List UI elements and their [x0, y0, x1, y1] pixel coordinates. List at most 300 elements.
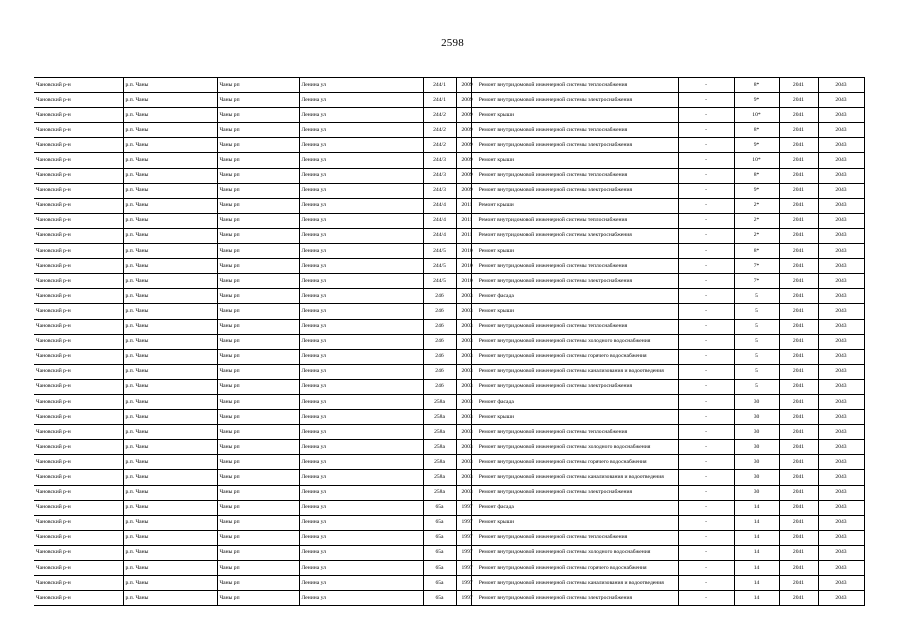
floors-cell: 8* [734, 123, 779, 138]
street-cell: Ленина ул [299, 334, 423, 349]
district-cell: Чановский р-н [34, 500, 123, 515]
street-cell: Ленина ул [299, 168, 423, 183]
street-cell: Ленина ул [299, 455, 423, 470]
house-number-cell: 258а [423, 470, 456, 485]
district-cell: Чановский р-н [34, 228, 123, 243]
period-end-cell: 2043 [818, 470, 864, 485]
table-row [34, 515, 864, 530]
settlement-cell: р.п. Чаны [123, 123, 217, 138]
period-start-cell: 2041 [779, 274, 818, 289]
table-row [34, 168, 864, 183]
period-start-cell: 2041 [779, 485, 818, 500]
period-start-cell: 2041 [779, 561, 818, 576]
house-number-cell: 246 [423, 334, 456, 349]
commissioning-year: 1997 [461, 549, 473, 556]
settlement-cell: р.п. Чаны [123, 244, 217, 259]
commissioning-year: 2003 [461, 458, 473, 465]
house-number-cell: 65а [423, 530, 456, 545]
dash-cell: - [678, 259, 734, 274]
period-start-cell: 2041 [779, 153, 818, 168]
locality-cell: Чаны рп [217, 470, 299, 485]
work-type-cell [461, 349, 678, 364]
commissioning-year: 2009 [461, 187, 473, 194]
period-start-cell: 2041 [779, 576, 818, 591]
street-cell: Ленина ул [299, 244, 423, 259]
work-type: Ремонт внутридомовой инженерной системы горячего водоснабжения [478, 458, 647, 465]
settlement-cell: р.п. Чаны [123, 289, 217, 304]
settlement-cell: р.п. Чаны [123, 349, 217, 364]
period-end-cell: 2043 [818, 410, 864, 425]
district-cell: Чановский р-н [34, 485, 123, 500]
commissioning-year: 2009 [461, 126, 473, 133]
settlement-cell: р.п. Чаны [123, 304, 217, 319]
period-start-cell: 2041 [779, 440, 818, 455]
table-row [34, 379, 864, 394]
work-type-cell [461, 379, 678, 394]
period-end-cell: 2043 [818, 440, 864, 455]
work-type: Ремонт фасада [478, 398, 514, 405]
period-start-cell: 2041 [779, 410, 818, 425]
floors-cell: 30 [734, 425, 779, 440]
street-cell: Ленина ул [299, 228, 423, 243]
work-type-cell [461, 515, 678, 530]
work-type: Ремонт внутридомовой инженерной системы электроснабжения [478, 187, 633, 194]
commissioning-year: 2003 [461, 292, 473, 299]
work-type: Ремонт крыши [478, 111, 514, 118]
street-cell: Ленина ул [299, 394, 423, 409]
locality-cell: Чаны рп [217, 561, 299, 576]
dash-cell: - [678, 304, 734, 319]
locality-cell: Чаны рп [217, 349, 299, 364]
commissioning-year: 2003 [461, 428, 473, 435]
commissioning-year: 2009 [461, 96, 473, 103]
house-number-cell: 246 [423, 349, 456, 364]
locality-cell: Чаны рп [217, 183, 299, 198]
settlement-cell: р.п. Чаны [123, 228, 217, 243]
dash-cell: - [678, 470, 734, 485]
street-cell: Ленина ул [299, 289, 423, 304]
district-cell: Чановский р-н [34, 470, 123, 485]
work-type-cell [461, 576, 678, 591]
district-cell: Чановский р-н [34, 334, 123, 349]
period-end-cell: 2043 [818, 530, 864, 545]
floors-cell: 30 [734, 470, 779, 485]
district-cell: Чановский р-н [34, 455, 123, 470]
settlement-cell: р.п. Чаны [123, 410, 217, 425]
work-type-cell [461, 244, 678, 259]
dash-cell: - [678, 591, 734, 606]
work-type-cell [461, 561, 678, 576]
floors-cell: 2* [734, 213, 779, 228]
house-number-cell: 244/5 [423, 259, 456, 274]
floors-cell: 8* [734, 168, 779, 183]
table-row [34, 304, 864, 319]
table-row [34, 259, 864, 274]
district-cell: Чановский р-н [34, 304, 123, 319]
table-row [34, 591, 864, 606]
locality-cell: Чаны рп [217, 319, 299, 334]
settlement-cell: р.п. Чаны [123, 198, 217, 213]
locality-cell: Чаны рп [217, 228, 299, 243]
district-cell: Чановский р-н [34, 274, 123, 289]
period-end-cell: 2043 [818, 213, 864, 228]
locality-cell: Чаны рп [217, 123, 299, 138]
work-type-cell [461, 394, 678, 409]
period-start-cell: 2041 [779, 138, 818, 153]
work-type: Ремонт внутридомовой инженерной системы электроснабжения [478, 594, 633, 601]
commissioning-year: 1997 [461, 534, 473, 541]
street-cell: Ленина ул [299, 274, 423, 289]
street-cell: Ленина ул [299, 349, 423, 364]
floors-cell: 9* [734, 183, 779, 198]
settlement-cell: р.п. Чаны [123, 470, 217, 485]
street-cell: Ленина ул [299, 198, 423, 213]
settlement-cell: р.п. Чаны [123, 334, 217, 349]
house-number-cell: 244/3 [423, 168, 456, 183]
work-type-cell [461, 591, 678, 606]
commissioning-year: 2009 [461, 111, 473, 118]
settlement-cell: р.п. Чаны [123, 394, 217, 409]
district-cell: Чановский р-н [34, 515, 123, 530]
street-cell: Ленина ул [299, 500, 423, 515]
table-row [34, 530, 864, 545]
locality-cell: Чаны рп [217, 259, 299, 274]
street-cell: Ленина ул [299, 561, 423, 576]
locality-cell: Чаны рп [217, 591, 299, 606]
district-cell: Чановский р-н [34, 78, 123, 93]
settlement-cell: р.п. Чаны [123, 274, 217, 289]
work-type-cell [461, 334, 678, 349]
work-type-cell [461, 138, 678, 153]
commissioning-year: 2003 [461, 443, 473, 450]
floors-cell: 14 [734, 515, 779, 530]
period-start-cell: 2041 [779, 198, 818, 213]
commissioning-year: 1997 [461, 594, 473, 601]
street-cell: Ленина ул [299, 108, 423, 123]
commissioning-year: 2009 [461, 157, 473, 164]
period-end-cell: 2043 [818, 244, 864, 259]
dash-cell: - [678, 561, 734, 576]
period-start-cell: 2041 [779, 455, 818, 470]
dash-cell: - [678, 545, 734, 560]
locality-cell: Чаны рп [217, 500, 299, 515]
locality-cell: Чаны рп [217, 485, 299, 500]
house-number-cell: 246 [423, 304, 456, 319]
floors-cell: 9* [734, 93, 779, 108]
settlement-cell: р.п. Чаны [123, 168, 217, 183]
floors-cell: 30 [734, 440, 779, 455]
table-row [34, 334, 864, 349]
work-type: Ремонт внутридомовой инженерной системы электроснабжения [478, 232, 632, 239]
floors-cell: 14 [734, 576, 779, 591]
street-cell: Ленина ул [299, 93, 423, 108]
settlement-cell: р.п. Чаны [123, 364, 217, 379]
locality-cell: Чаны рп [217, 530, 299, 545]
table-row [34, 123, 864, 138]
capital-repair-table [34, 77, 865, 606]
period-end-cell: 2043 [818, 304, 864, 319]
work-type-cell [461, 500, 678, 515]
locality-cell: Чаны рп [217, 394, 299, 409]
period-end-cell: 2043 [818, 93, 864, 108]
house-number-cell: 244/5 [423, 244, 456, 259]
floors-cell: 5 [734, 319, 779, 334]
floors-cell: 5 [734, 289, 779, 304]
district-cell: Чановский р-н [34, 213, 123, 228]
period-start-cell: 2041 [779, 259, 818, 274]
district-cell: Чановский р-н [34, 394, 123, 409]
dash-cell: - [678, 500, 734, 515]
district-cell: Чановский р-н [34, 168, 123, 183]
period-end-cell: 2043 [818, 108, 864, 123]
district-cell: Чановский р-н [34, 349, 123, 364]
street-cell: Ленина ул [299, 259, 423, 274]
dash-cell: - [678, 349, 734, 364]
house-number-cell: 246 [423, 364, 456, 379]
locality-cell: Чаны рп [217, 515, 299, 530]
locality-cell: Чаны рп [217, 138, 299, 153]
street-cell: Ленина ул [299, 470, 423, 485]
locality-cell: Чаны рп [217, 244, 299, 259]
locality-cell: Чаны рп [217, 410, 299, 425]
street-cell: Ленина ул [299, 545, 423, 560]
district-cell: Чановский р-н [34, 530, 123, 545]
work-type: Ремонт крыши [478, 157, 514, 164]
dash-cell: - [678, 515, 734, 530]
commissioning-year: 2011 [461, 217, 473, 224]
work-type: Ремонт внутридомовой инженерной системы теплоснабжения [478, 262, 628, 269]
commissioning-year: 2003 [461, 338, 473, 345]
district-cell: Чановский р-н [34, 123, 123, 138]
street-cell: Ленина ул [299, 425, 423, 440]
work-type-cell [461, 123, 678, 138]
locality-cell: Чаны рп [217, 168, 299, 183]
period-start-cell: 2041 [779, 228, 818, 243]
table-row [34, 364, 864, 379]
house-number-cell: 258а [423, 440, 456, 455]
floors-cell: 5 [734, 379, 779, 394]
settlement-cell: р.п. Чаны [123, 576, 217, 591]
dash-cell: - [678, 138, 734, 153]
district-cell: Чановский р-н [34, 576, 123, 591]
settlement-cell: р.п. Чаны [123, 319, 217, 334]
house-number-cell: 258а [423, 455, 456, 470]
dash-cell: - [678, 244, 734, 259]
period-start-cell: 2041 [779, 108, 818, 123]
work-type: Ремонт внутридомовой инженерной системы электроснабжения [478, 383, 633, 390]
work-type-cell [461, 485, 678, 500]
dash-cell: - [678, 319, 734, 334]
dash-cell: - [678, 576, 734, 591]
work-type: Ремонт внутридомовой инженерной системы электроснабжения [478, 277, 633, 284]
period-end-cell: 2043 [818, 364, 864, 379]
locality-cell: Чаны рп [217, 334, 299, 349]
commissioning-year: 2010 [461, 262, 473, 269]
district-cell: Чановский р-н [34, 244, 123, 259]
locality-cell: Чаны рп [217, 108, 299, 123]
work-type: Ремонт внутридомовой инженерной системы электроснабжения [478, 141, 633, 148]
settlement-cell: р.п. Чаны [123, 455, 217, 470]
dash-cell: - [678, 183, 734, 198]
district-cell: Чановский р-н [34, 319, 123, 334]
locality-cell: Чаны рп [217, 304, 299, 319]
house-number-cell: 258а [423, 394, 456, 409]
district-cell: Чановский р-н [34, 259, 123, 274]
commissioning-year: 2009 [461, 172, 473, 179]
dash-cell: - [678, 410, 734, 425]
work-type-cell [461, 213, 678, 228]
settlement-cell: р.п. Чаны [123, 591, 217, 606]
table-row [34, 183, 864, 198]
table-row [34, 349, 864, 364]
period-start-cell: 2041 [779, 183, 818, 198]
work-type: Ремонт внутридомовой инженерной системы канализования и водоотведения [478, 473, 664, 480]
locality-cell: Чаны рп [217, 274, 299, 289]
house-number-cell: 244/1 [423, 93, 456, 108]
table-row [34, 78, 864, 93]
dash-cell: - [678, 289, 734, 304]
house-number-cell: 244/2 [423, 138, 456, 153]
settlement-cell: р.п. Чаны [123, 440, 217, 455]
period-end-cell: 2043 [818, 183, 864, 198]
dash-cell: - [678, 108, 734, 123]
house-number-cell: 244/1 [423, 78, 456, 93]
table-row [34, 319, 864, 334]
floors-cell: 7* [734, 274, 779, 289]
settlement-cell: р.п. Чаны [123, 379, 217, 394]
house-number-cell: 258а [423, 425, 456, 440]
floors-cell: 14 [734, 530, 779, 545]
work-type: Ремонт внутридомовой инженерной системы теплоснабжения [478, 81, 628, 88]
district-cell: Чановский р-н [34, 410, 123, 425]
commissioning-year: 2010 [461, 277, 473, 284]
house-number-cell: 244/4 [423, 213, 456, 228]
house-number-cell: 246 [423, 319, 456, 334]
dash-cell: - [678, 274, 734, 289]
district-cell: Чановский р-н [34, 545, 123, 560]
floors-cell: 2* [734, 228, 779, 243]
dash-cell: - [678, 213, 734, 228]
commissioning-year: 2003 [461, 473, 473, 480]
work-type: Ремонт внутридомовой инженерной системы холодного водоснабжения [478, 549, 651, 556]
page-number: 2598 [441, 37, 464, 49]
table-row [34, 93, 864, 108]
house-number-cell: 246 [423, 379, 456, 394]
settlement-cell: р.п. Чаны [123, 425, 217, 440]
floors-cell: 8* [734, 244, 779, 259]
commissioning-year: 2003 [461, 413, 473, 420]
settlement-cell: р.п. Чаны [123, 108, 217, 123]
settlement-cell: р.п. Чаны [123, 153, 217, 168]
house-number-cell: 244/2 [423, 108, 456, 123]
floors-cell: 14 [734, 500, 779, 515]
work-type-cell [461, 440, 678, 455]
floors-cell: 30 [734, 394, 779, 409]
settlement-cell: р.п. Чаны [123, 530, 217, 545]
work-type: Ремонт внутридомовой инженерной системы электроснабжения [478, 96, 633, 103]
work-type-cell [461, 108, 678, 123]
street-cell: Ленина ул [299, 591, 423, 606]
period-end-cell: 2043 [818, 394, 864, 409]
locality-cell: Чаны рп [217, 364, 299, 379]
period-end-cell: 2043 [818, 500, 864, 515]
work-type: Ремонт внутридомовой инженерной системы горячего водоснабжения [478, 564, 647, 571]
period-start-cell: 2041 [779, 500, 818, 515]
commissioning-year: 2003 [461, 489, 473, 496]
table-row [34, 485, 864, 500]
table-row [34, 500, 864, 515]
street-cell: Ленина ул [299, 515, 423, 530]
period-end-cell: 2043 [818, 425, 864, 440]
work-type: Ремонт внутридомовой инженерной системы горячего водоснабжения [478, 353, 647, 360]
table-row [34, 394, 864, 409]
period-end-cell: 2043 [818, 455, 864, 470]
commissioning-year: 1997 [461, 564, 473, 571]
table-row [34, 138, 864, 153]
work-type-cell [461, 93, 678, 108]
dash-cell: - [678, 530, 734, 545]
work-type: Ремонт внутридомовой инженерной системы холодного водоснабжения [478, 443, 651, 450]
district-cell: Чановский р-н [34, 561, 123, 576]
dash-cell: - [678, 78, 734, 93]
period-end-cell: 2043 [818, 334, 864, 349]
dash-cell: - [678, 228, 734, 243]
floors-cell: 8* [734, 78, 779, 93]
period-start-cell: 2041 [779, 394, 818, 409]
table-row [34, 440, 864, 455]
work-type-cell [461, 410, 678, 425]
table-row [34, 228, 864, 243]
work-type-cell [461, 78, 678, 93]
floors-cell: 14 [734, 591, 779, 606]
work-type: Ремонт внутридомовой инженерной системы канализования и водоотведения [478, 579, 664, 586]
house-number-cell: 65а [423, 591, 456, 606]
table-row [34, 153, 864, 168]
work-type: Ремонт внутридомовой инженерной системы канализования и водоотведения [478, 368, 664, 375]
settlement-cell: р.п. Чаны [123, 515, 217, 530]
period-start-cell: 2041 [779, 168, 818, 183]
period-start-cell: 2041 [779, 123, 818, 138]
period-end-cell: 2043 [818, 198, 864, 213]
floors-cell: 5 [734, 349, 779, 364]
period-start-cell: 2041 [779, 545, 818, 560]
house-number-cell: 244/4 [423, 228, 456, 243]
commissioning-year: 2003 [461, 307, 473, 314]
locality-cell: Чаны рп [217, 213, 299, 228]
floors-cell: 5 [734, 304, 779, 319]
period-start-cell: 2041 [779, 319, 818, 334]
settlement-cell: р.п. Чаны [123, 485, 217, 500]
period-end-cell: 2043 [818, 349, 864, 364]
floors-cell: 10* [734, 153, 779, 168]
work-type: Ремонт внутридомовой инженерной системы теплоснабжения [478, 428, 628, 435]
locality-cell: Чаны рп [217, 289, 299, 304]
district-cell: Чановский р-н [34, 108, 123, 123]
settlement-cell: р.п. Чаны [123, 561, 217, 576]
district-cell: Чановский р-н [34, 364, 123, 379]
street-cell: Ленина ул [299, 123, 423, 138]
period-end-cell: 2043 [818, 485, 864, 500]
floors-cell: 9* [734, 138, 779, 153]
work-type-cell [461, 274, 678, 289]
work-type: Ремонт внутридомовой инженерной системы теплоснабжения [478, 534, 628, 541]
work-type: Ремонт внутридомовой инженерной системы холодного водоснабжения [478, 338, 651, 345]
commissioning-year: 2010 [461, 247, 473, 254]
street-cell: Ленина ул [299, 410, 423, 425]
period-end-cell: 2043 [818, 259, 864, 274]
street-cell: Ленина ул [299, 78, 423, 93]
floors-cell: 2* [734, 198, 779, 213]
